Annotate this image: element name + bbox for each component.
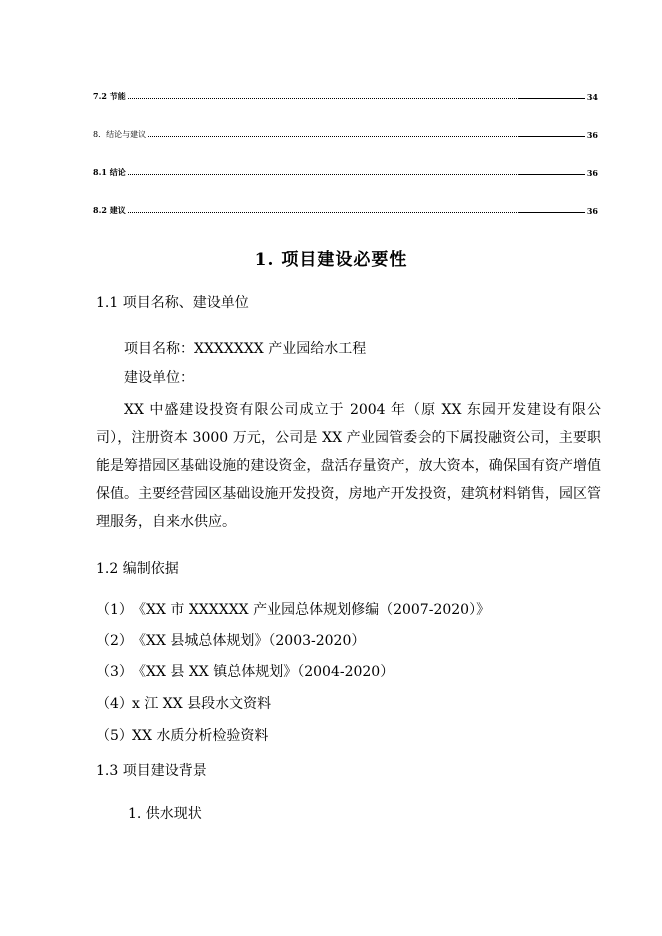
toc-entry-label: 8.1 结论 <box>93 167 126 177</box>
reference-number: （2） <box>96 633 133 649</box>
section-1-3-title: 1.3 项目建设背景 <box>96 763 207 779</box>
reference-text: 《XX 县 XX 镇总体规划》（2004-2020） <box>132 664 395 680</box>
toc-entry-page: 36 <box>586 130 598 140</box>
reference-item <box>96 693 271 713</box>
toc-leader-solid <box>519 136 585 137</box>
reference-number: （5） <box>96 728 133 744</box>
toc-leader-solid <box>519 98 585 99</box>
chapter-heading: 1. 项目建设必要性 <box>254 250 408 270</box>
reference-item <box>96 725 268 745</box>
toc-leader <box>128 98 519 99</box>
reference-item <box>96 630 365 650</box>
toc-leader <box>128 212 519 213</box>
toc-entry-label: 8．结论与建议 <box>93 130 147 139</box>
toc-leader <box>148 136 519 137</box>
toc-entry[interactable] <box>93 164 598 178</box>
toc-entry[interactable] <box>93 202 598 216</box>
reference-number: （1） <box>96 602 133 618</box>
reference-text: x 江 XX 县段水文资料 <box>132 696 272 712</box>
reference-text: 《XX 市 XXXXXX 产业园总体规划修编（2007-2020）》 <box>132 602 491 618</box>
reference-item <box>96 599 490 619</box>
section-1-2-title: 1.2 编制依据 <box>96 561 179 577</box>
project-name: 项目名称：XXXXXXX 产业园给水工程 <box>124 341 367 357</box>
section-1-1-title: 1.1 项目名称、建设单位 <box>96 295 249 311</box>
toc-entry[interactable] <box>93 126 598 140</box>
toc-entry[interactable] <box>93 88 598 102</box>
reference-item <box>96 661 394 681</box>
toc-entry-page: 36 <box>586 206 598 216</box>
subsection-supply-status: 1. 供水现状 <box>128 806 202 822</box>
toc-leader-solid <box>519 212 585 213</box>
toc-leader-solid <box>519 174 585 175</box>
company-paragraph: XX 中盛建设投资有限公司成立于 2004 年（原 XX 东园开发建设有限公司），注册资本 3000 万元，公司是 XX 产业园管委会的下属投融资公司，主要职能是筹措园区基础设施的建设资金，盘活存量资产，放大资本，确保国有资产增值保值。主要经营园区基础设施开发投资，房地产开发投资，建筑材料销售，园区管理服务，自来水供应。 <box>96 402 601 530</box>
reference-number: （4） <box>96 696 133 712</box>
toc-entry-page: 36 <box>586 168 598 178</box>
builder-label: 建设单位： <box>124 370 194 386</box>
toc-leader <box>128 174 519 175</box>
reference-number: （3） <box>96 664 133 680</box>
toc-entry-page: 34 <box>586 92 598 102</box>
reference-text: XX 水质分析检验资料 <box>132 728 269 744</box>
toc-entry-label: 7.2 节能 <box>93 91 126 101</box>
toc-entry-label: 8.2 建议 <box>93 205 126 215</box>
reference-text: 《XX 县城总体规划》（2003-2020） <box>132 633 366 649</box>
